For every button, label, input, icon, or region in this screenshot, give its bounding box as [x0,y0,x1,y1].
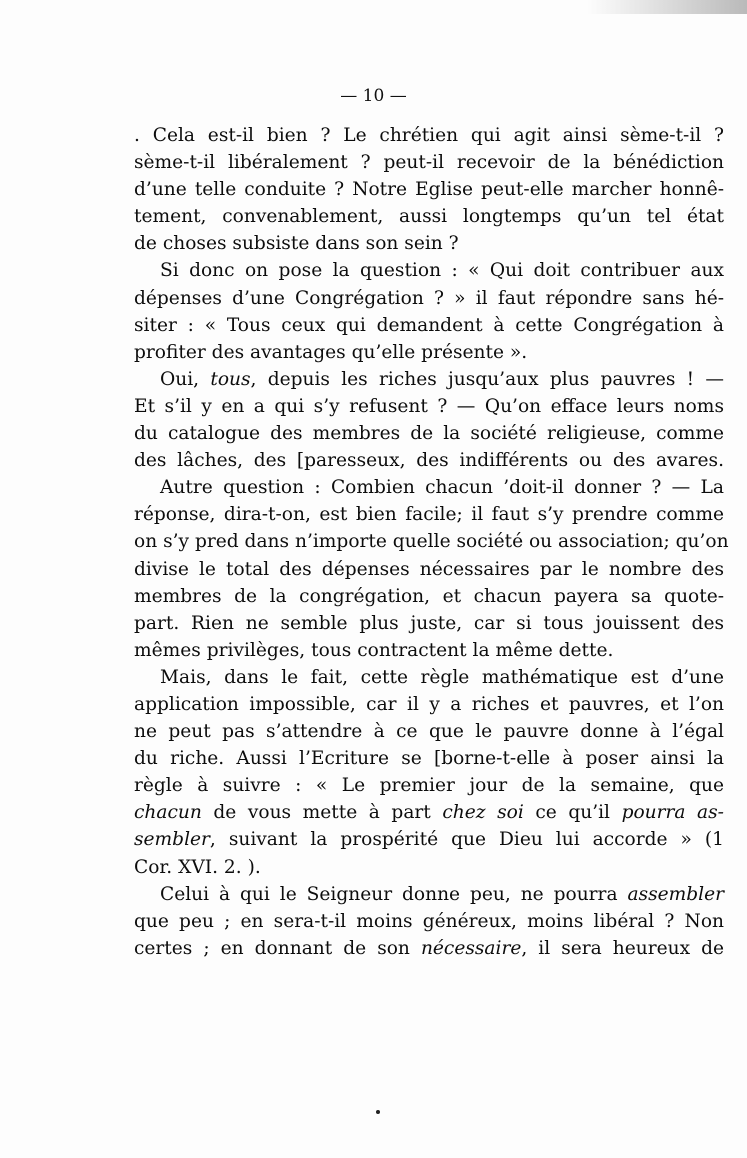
text-line [134,556,724,583]
text-run: divise le total des dépenses nécessaires par le nombre des [134,558,724,580]
text-run: Celui à qui le Seigneur donne peu, ne pourra [160,883,628,905]
text-line [134,285,724,312]
text-run: Et s’il y en a qui s’y refusent ? — Qu’on efface leurs noms [134,395,724,417]
page-number: — 10 — [340,86,407,106]
text-line [134,583,724,610]
text-line [134,691,724,718]
text-run: , depuis les riches jusqu’aux plus pauvres ! — [250,368,724,390]
text-run: Mais, dans le fait, cette règle mathématique est d’une [160,666,724,688]
italic-text: nécessaire [420,937,522,959]
text-run: tement, convenablement, aussi longtemps qu’un tel état [134,206,724,228]
text-run: règle à suivre : « Le premier jour de la semaine, que [134,775,724,797]
text-run: on s’y pred dans n’importe quelle société ou association; qu’on [134,531,729,553]
text-run: du catalogue des membres de la société religieuse, comme [134,423,724,445]
text-line [134,312,724,339]
text-run: que peu ; en sera-t-il moins généreux, moins libéral ? Non [134,910,724,932]
text-run: siter : « Tous ceux qui demandent à cette Congrégation à [134,314,724,336]
text-line [134,393,724,420]
text-run: mêmes privilèges, tous contractent la même dette. [134,639,614,661]
text-line [134,854,724,881]
italic-text: sembler [134,829,210,851]
text-run: . Cela est-il bien ? Le chrétien qui agit ainsi sème-t-il ? [134,125,724,146]
text-line [134,772,724,799]
text-run: des lâches, des [paresseux, des indifférents ou des avares. [134,450,724,472]
text-run: part. Rien ne semble plus juste, car si tous jouissent des [134,612,724,634]
text-run: , suivant la prospérité que Dieu lui accorde » (1 [209,829,724,851]
italic-text: tous [210,368,251,390]
italic-text: pourra as- [621,802,724,824]
text-line [134,718,724,745]
italic-text: chez soi [442,802,524,824]
text-line [134,908,724,935]
ink-speck [376,1110,380,1114]
text-run: membres de la congrégation, et chacun payera sa quote- [134,585,724,607]
text-run: ne peut pas s’attendre à ce que le pauvre donne à l’égal [134,721,724,743]
text-run: application impossible, car il y a riches et pauvres, et l’on [134,693,724,715]
text-line [134,257,724,284]
text-run: profiter des avantages qu’elle présente ». [134,341,528,363]
body-text [134,122,729,962]
text-line [134,122,724,149]
text-run: , il sera heureux de [521,937,724,959]
text-run: Oui, [160,368,211,390]
text-line [134,339,724,366]
text-line [134,447,724,474]
text-run: de vous mette à part [201,802,443,824]
text-run: Si donc on pose la question : « Qui doit contribuer aux [160,260,724,282]
text-run: du riche. Aussi l’Ecriture se [borne-t-elle à poser ainsi la [134,748,724,770]
text-run: certes ; en donnant de son [134,937,421,959]
text-line [134,203,724,230]
text-line [134,149,724,176]
text-line [134,881,724,908]
text-line [134,420,724,447]
text-line [134,176,724,203]
text-line [134,935,724,962]
text-line [134,610,724,637]
text-run: dépenses d’une Congrégation ? » il faut répondre sans hé- [134,287,724,309]
italic-text: assembler [627,883,724,905]
text-line [134,230,724,257]
text-run: d’une telle conduite ? Notre Eglise peut-elle marcher honnê- [134,179,724,201]
italic-text: chacun [134,802,202,824]
text-run: réponse, dira-t-on, est bien facile; il faut s’y prendre comme [134,504,724,526]
text-run: de choses subsiste dans son sein ? [134,233,459,255]
text-line [134,637,724,664]
text-line [134,501,724,528]
scan-edge-shadow [587,0,747,14]
text-line [134,745,724,772]
text-line [134,474,724,501]
text-line [134,799,724,826]
text-line [134,366,724,393]
text-line [134,826,724,853]
text-line [134,664,724,691]
text-run: Cor. XVI. 2. ). [134,856,261,878]
text-line [134,528,729,555]
text-run: Autre question : Combien chacun ’doit-il donner ? — La [160,477,724,499]
text-run: sème-t-il libéralement ? peut-il recevoir de la bénédiction [134,152,724,174]
text-run: ce qu’il [523,802,622,824]
